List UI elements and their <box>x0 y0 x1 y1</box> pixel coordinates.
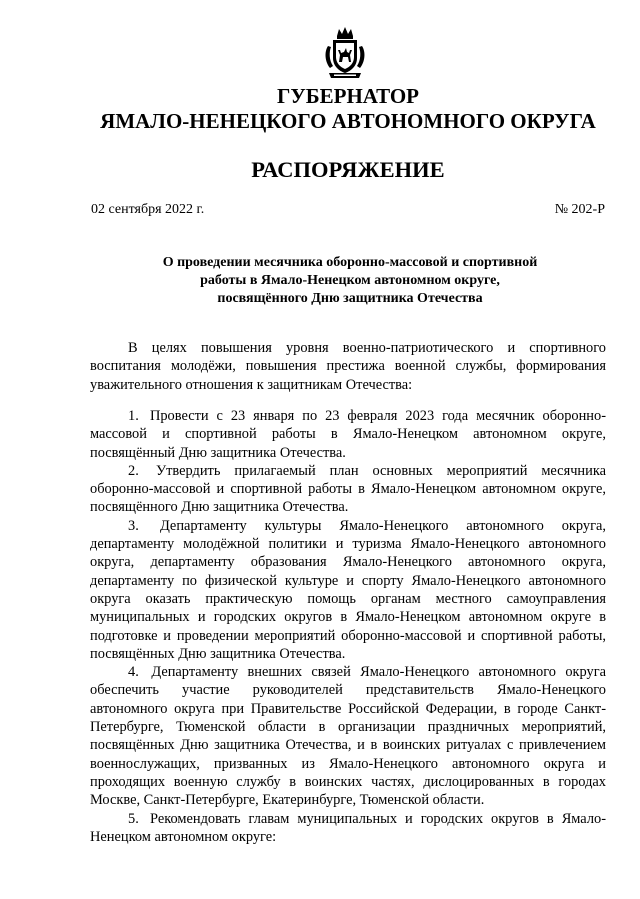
order-item <box>90 810 606 847</box>
item-text: Департаменту внешних связей Ямало-Ненецкого автономного округа обеспечить участие руководителей представительств Ямало-Ненецкого автономного округа при Правительстве Российской Федерации, в городе Санкт-Петербурге, Тюменской области в организации праздничных мероприятий, посвящённых Дню защитника Отечества, и в воинских ритуалах с привлечением военнослужащих, призванных из Ямало-Ненецкого автономного округа и проходящих военную службу в воинских частях, дислоцированных в городах Москве, Санкт-Петербурге, Екатеринбурге, Тюменской области. <box>90 664 606 809</box>
yamal-coat-of-arms-icon <box>322 26 368 80</box>
order-items <box>90 407 606 846</box>
document-type: РАСПОРЯЖЕНИЕ <box>251 157 445 182</box>
preamble-paragraph: В целях повышения уровня военно-патриотического и спортивного воспитания молодёжи, повышения престижа военной службы, формирования уважительного отношения к защитникам Отечества: <box>90 340 606 393</box>
order-item <box>90 517 606 663</box>
item-number: 1. <box>128 408 139 424</box>
item-number: 2. <box>128 462 139 479</box>
region-title: ЯМАЛО-НЕНЕЦКОГО АВТОНОМНОГО ОКРУГА <box>100 109 596 133</box>
item-number: 3. <box>128 517 139 534</box>
item-number: 5. <box>128 810 139 827</box>
order-item <box>90 407 606 462</box>
item-text: Рекомендовать главам муниципальных и городских округов в Ямало-Ненецком автономном округе: <box>90 810 606 845</box>
item-number: 4. <box>128 664 139 681</box>
item-text: Провести с 23 января по 23 февраля 2023 года месячник оборонно-массовой и спортивной работы в Ямало-Ненецком автономном округе, посвящённый Дню защитника Отечества. <box>90 408 606 461</box>
governor-title: ГУБЕРНАТОР <box>276 84 420 108</box>
item-text: Утвердить прилагаемый план основных мероприятий месячника оборонно-массовой и спортивной работы в Ямало-Ненецком автономном округе, посвящённого Дню защитника Отечества. <box>90 462 606 516</box>
order-item <box>90 663 606 809</box>
subject-line: О проведении месячника оборонно-массовой и спортивной <box>162 255 538 270</box>
subject-line: работы в Ямало-Ненецком автономном округе, <box>200 273 500 288</box>
document-number: № 202-Р <box>554 202 605 217</box>
order-item <box>90 462 606 517</box>
document-date: 02 сентября 2022 г. <box>91 202 205 217</box>
document-subject <box>120 254 580 308</box>
subject-line: посвящённого Дню защитника Отечества <box>217 291 483 306</box>
item-text: Департаменту культуры Ямало-Ненецкого автономного округа, департаменту молодёжной политики и туризма Ямало-Ненецкого автономного округа, департаменту образования Ямало-Ненецкого автономного округа, департаменту по физической культуре и спорту Ямало-Ненецкого автономного округа оказать практическую помощь органам местного самоуправления муниципальных и городских округов в Ямало-Ненецком автономном округе в подготовке и проведении мероприятий оборонно-массовой и спортивной работы, посвящённых Дню защитника Отечества. <box>90 517 606 662</box>
